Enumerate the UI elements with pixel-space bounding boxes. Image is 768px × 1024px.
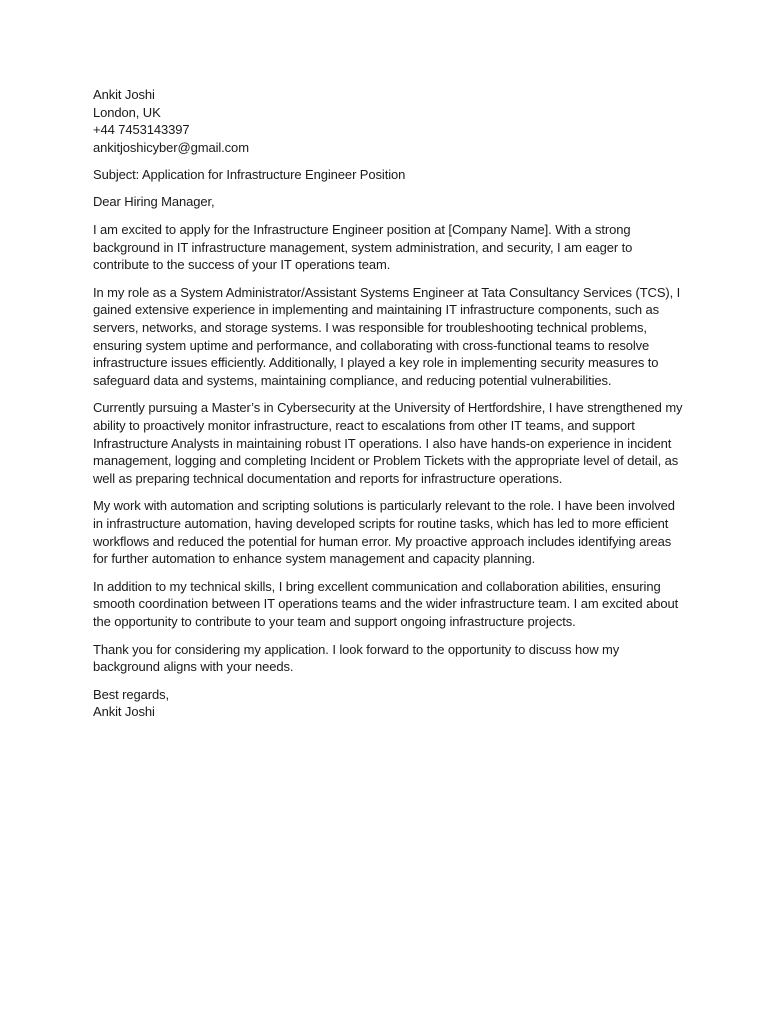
paragraph-experience: In my role as a System Administrator/Assistant Systems Engineer at Tata Consultancy Services (TCS), I gained extensive experience in implementing and maintaining IT infrastructure components, such as servers, networks, and storage systems. I was responsible for troubleshooting technical problems, ensuring system uptime and performance, and collaborating with cross-functional teams to resolve infrastructure issues efficiently. Additionally, I played a key role in implementing security measures to safeguard data and systems, maintaining compliance, and reducing potential vulnerabilities. bbox=[93, 284, 681, 388]
salutation: Dear Hiring Manager, bbox=[93, 194, 215, 210]
sender-location: London, UK bbox=[93, 104, 161, 120]
signature-name: Ankit Joshi bbox=[93, 704, 155, 720]
subject-line: Subject: Application for Infrastructure Engineer Position bbox=[93, 166, 406, 182]
sender-phone: +44 7453143397 bbox=[93, 122, 190, 138]
paragraph-education: Currently pursuing a Master’s in Cybersecurity at the University of Hertfordshire, I have strengthened my ability to proactively monitor infrastructure, react to escalations from other IT teams, and support Infrastructure Analysts in maintaining robust IT operations. I also have hands-on experience in incident management, logging and completing Incident or Problem Tickets with the appropriate level of detail, as well as preparing technical documentation and reports for infrastructure operations. bbox=[93, 400, 683, 486]
valediction: Best regards, bbox=[93, 686, 170, 702]
paragraph-skills: In addition to my technical skills, I bring excellent communication and collaboration abilities, ensuring smooth coordination between IT operations teams and the wider infrastructure team. I am excited about the opportunity to contribute to your team and support ongoing infrastructure projects. bbox=[93, 578, 679, 629]
sender-name: Ankit Joshi bbox=[93, 87, 155, 102]
paragraph-intro: I am excited to apply for the Infrastructure Engineer position at [Company Name]. With a strong background in IT infrastructure management, system administration, and security, I am eager to contribute to the success of your IT operations team. bbox=[93, 222, 633, 273]
letter-page bbox=[93, 86, 683, 721]
sender-email: ankitjoshicyber@gmail.com bbox=[93, 139, 249, 155]
paragraph-thanks: Thank you for considering my application. I look forward to the opportunity to discuss how my background aligns with your needs. bbox=[93, 641, 620, 675]
sender-block bbox=[93, 86, 683, 156]
closing-block bbox=[93, 686, 683, 721]
paragraph-automation: My work with automation and scripting solutions is particularly relevant to the role. I have been involved in infrastructure automation, having developed scripts for routine tasks, which has led to more efficient workflows and reduced the potential for human error. My proactive approach includes identifying areas for further automation to enhance system management and capacity planning. bbox=[93, 498, 675, 567]
